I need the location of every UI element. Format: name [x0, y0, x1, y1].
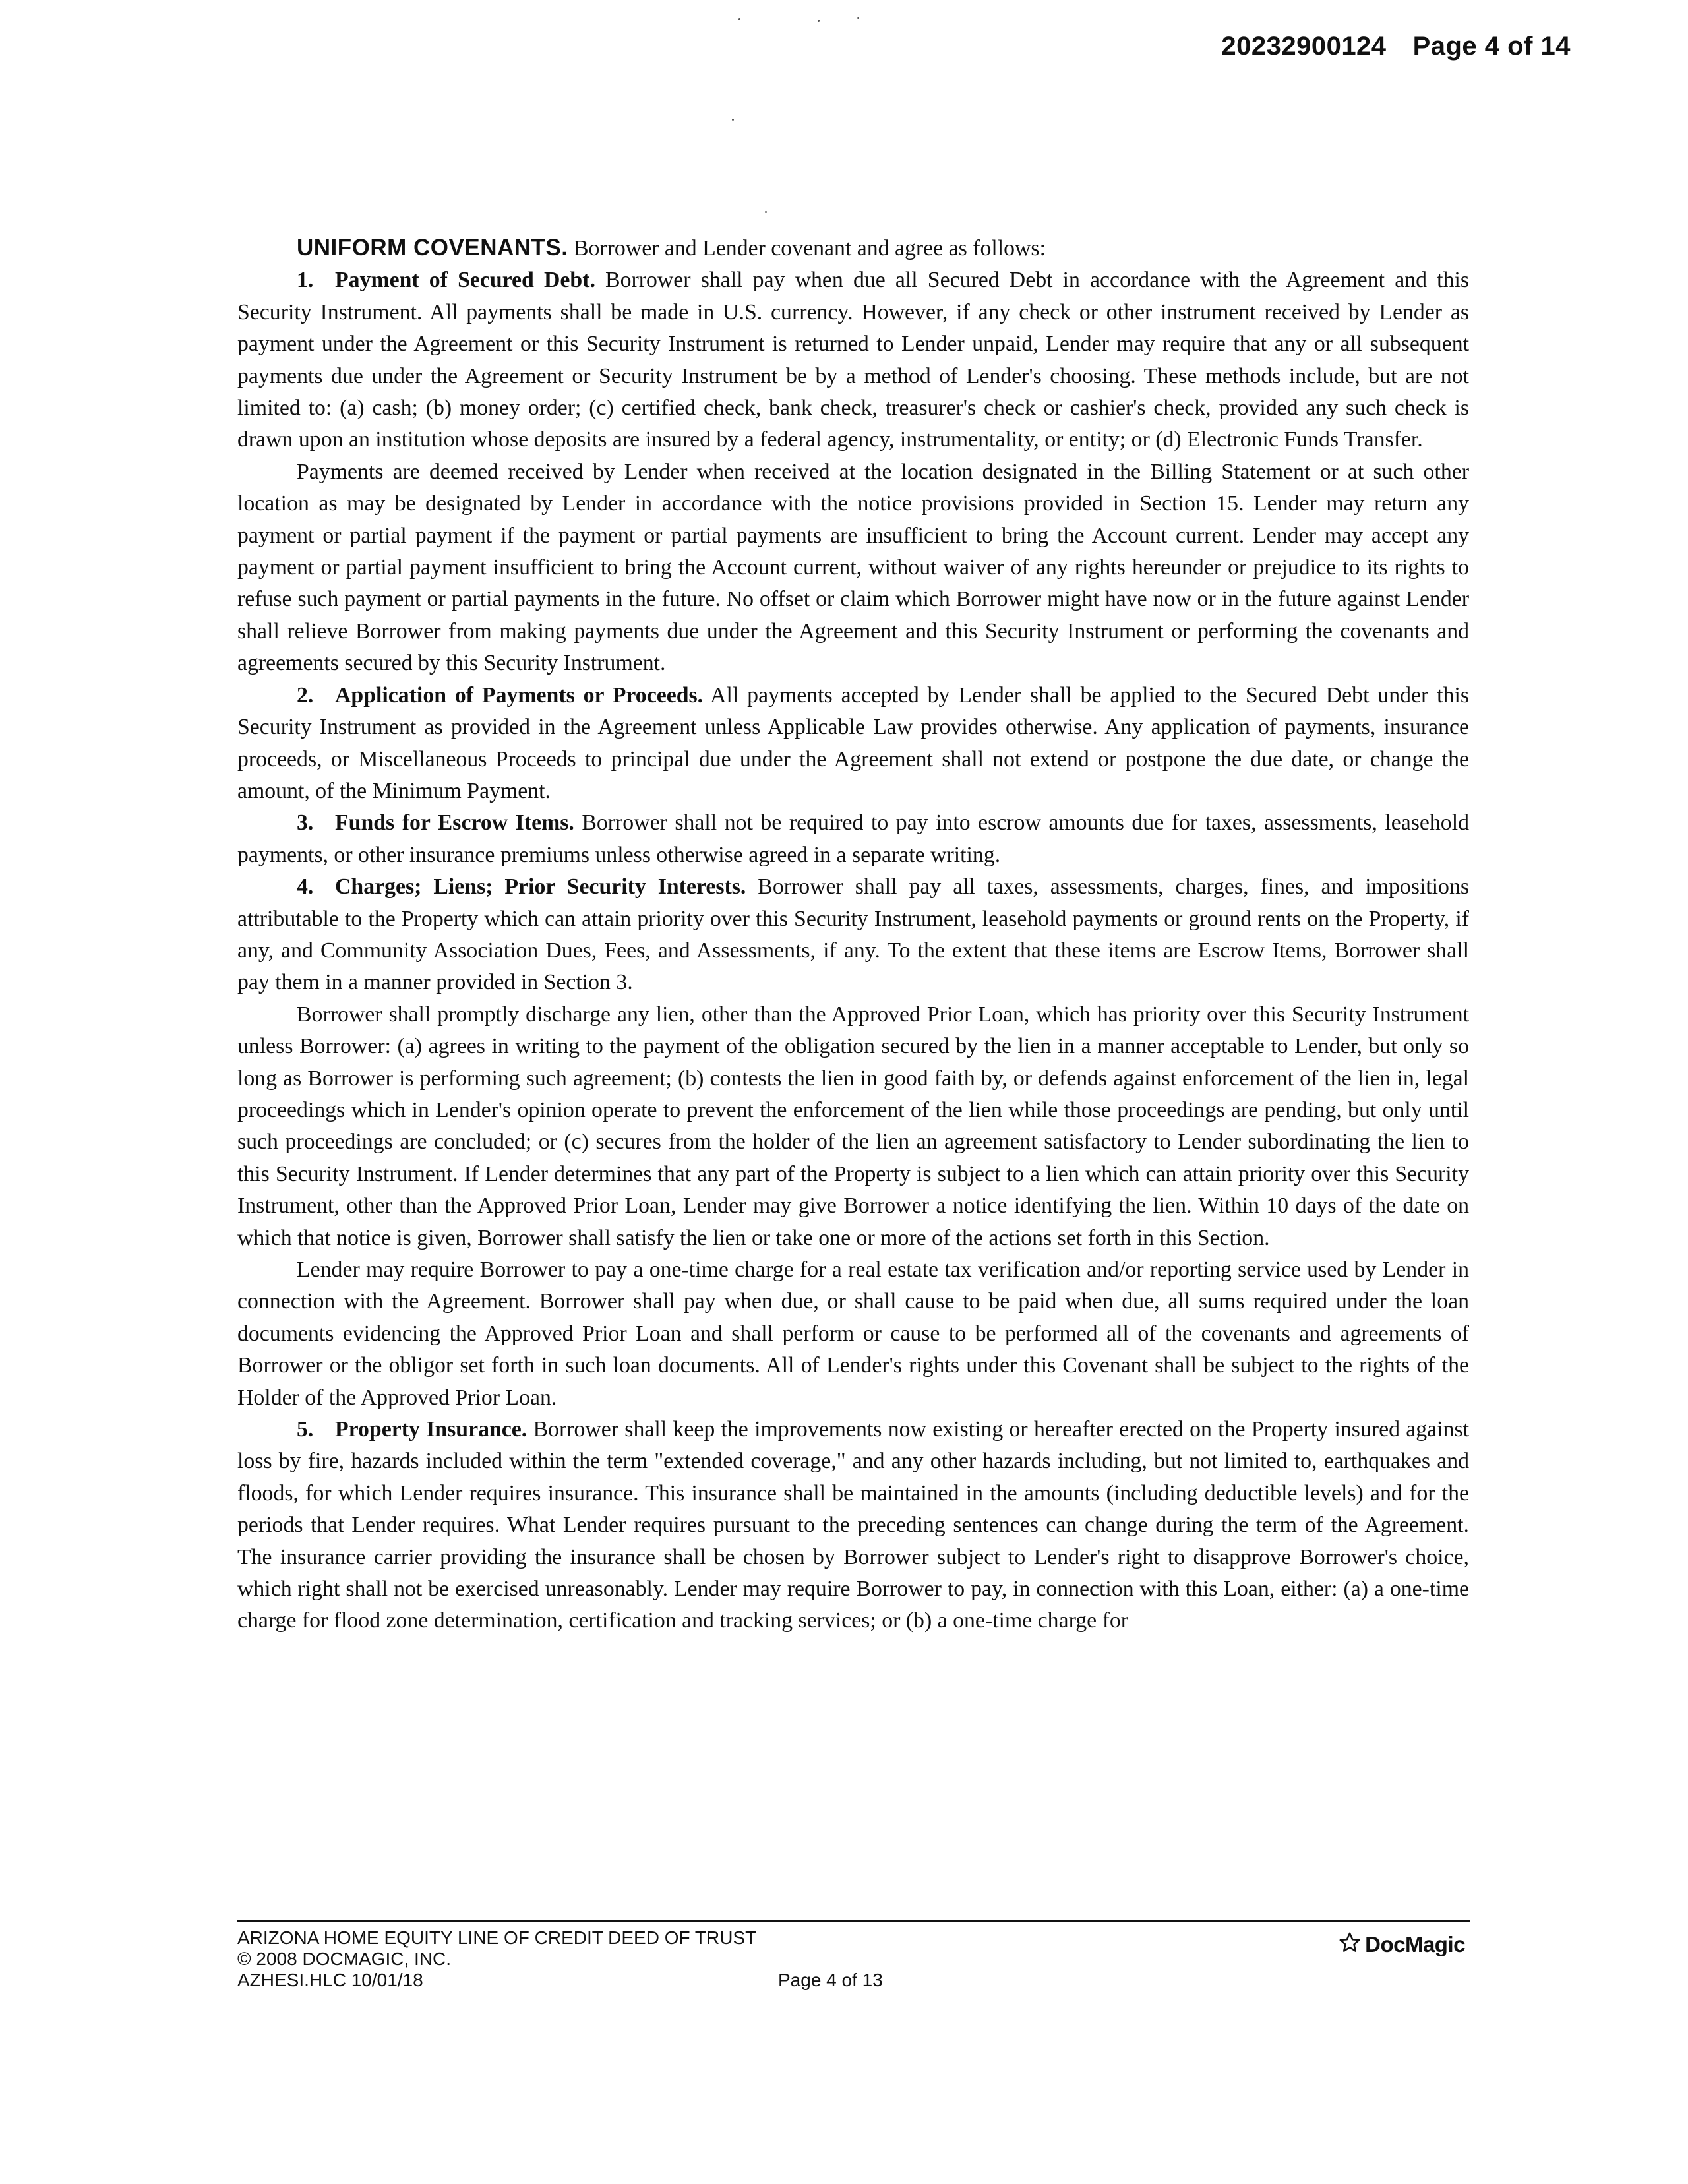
- footer-page-number: Page 4 of 13: [778, 1970, 883, 1990]
- section-4-title: Charges; Liens; Prior Security Interests.: [335, 874, 746, 899]
- recording-header: [1221, 32, 1571, 61]
- scan-speck: [857, 17, 859, 19]
- section-1-title: Payment of Secured Debt.: [335, 268, 595, 293]
- section-3-text: Borrower shall not be required to pay into escrow amounts due for taxes, assessments, leasehold payments, or other insurance premiums unless otherwise agreed in a separate writing.: [237, 810, 1469, 867]
- section-5-title: Property Insurance.: [335, 1417, 528, 1442]
- footer-form-title: ARIZONA HOME EQUITY LINE OF CREDIT DEED OF TRUST: [237, 1927, 757, 1948]
- section-3-title: Funds for Escrow Items.: [335, 810, 574, 835]
- scan-speck: [818, 20, 820, 22]
- document-body: [237, 232, 1469, 1637]
- section-5-paragraph: [237, 1414, 1469, 1637]
- scan-speck: [738, 18, 740, 20]
- section-2-number: 2.: [297, 682, 314, 708]
- docmagic-logo: [1339, 1931, 1465, 1957]
- section-2-paragraph: [237, 680, 1469, 808]
- section-heading: UNIFORM COVENANTS.: [297, 235, 568, 260]
- recording-page-label: Page 4 of 14: [1412, 32, 1571, 61]
- section-2-title: Application of Payments or Proceeds.: [335, 682, 704, 708]
- section-2-text: All payments accepted by Lender shall be applied to the Secured Debt under this Security Instrument as provided in the Agreement unless Applicable Law provides otherwise. Any application of payments, insurance proceeds, or Miscellaneous Proceeds to principal due under the Agreement shall not extend or postpone the due date, or change the amount, of the Minimum Payment.: [237, 682, 1469, 803]
- section-4-paragraph: [237, 871, 1469, 999]
- footer-copyright: © 2008 DOCMAGIC, INC.: [237, 1949, 452, 1969]
- intro-paragraph: [237, 232, 1469, 264]
- section-3-number: 3.: [297, 810, 314, 835]
- page-footer: [237, 1920, 1470, 1991]
- section-4-paragraph-2: Borrower shall promptly discharge any lien, other than the Approved Prior Loan, which has priority over this Security Instrument unless Borrower: (a) agrees in writing to the payment of the obligation secured by the lien in a manner acceptable to Lender, but only so long as Borrower is performing such agreement; (b) contests the lien in good faith by, or defends against enforcement of the lien in, legal proceedings which in Lender's opinion operate to prevent the enforcement of the lien while those proceedings are pending, but only until such proceedings are concluded; or (c) secures from the holder of the lien an agreement satisfactory to Lender subordinating the lien to this Security Instrument. If Lender determines that any part of the Property is subject to a lien which can attain priority over this Security Instrument, other than the Approved Prior Loan, Lender may give Borrower a notice identifying the lien. Within 10 days of the date on which that notice is given, Borrower shall satisfy the lien or take one or more of the actions set forth in this Section.: [237, 1002, 1469, 1250]
- section-5-text: Borrower shall keep the improvements now existing or hereafter erected on the Property insured against loss by fire, hazards included within the term "extended coverage," and any other hazards including, but not limited to, earthquakes and floods, for which Lender requires insurance. This insurance shall be maintained in the amounts (including deductible levels) and for the periods that Lender requires. What Lender requires pursuant to the preceding sentences can change during the term of the Agreement. The insurance carrier providing the insurance shall be chosen by Borrower subject to Lender's right to disapprove Borrower's choice, which right shall not be exercised unreasonably. Lender may require Borrower to pay, in connection with this Loan, either: (a) a one-time charge for flood zone determination, certification and tracking services; or (b) a one-time charge for: [237, 1417, 1469, 1633]
- section-3-paragraph: [237, 807, 1469, 871]
- section-4-number: 4.: [297, 874, 314, 899]
- section-1-paragraph-2: Payments are deemed received by Lender when received at the location designated in the Billing Statement or at such other location as may be designated by Lender in accordance with the notice provisions provided in Section 15. Lender may return any payment or partial payment if the payment or partial payments are insufficient to bring the Account current. Lender may accept any payment or partial payment insufficient to bring the Account current, without waiver of any rights hereunder or prejudice to its rights to refuse such payment or partial payments in the future. No offset or claim which Borrower might have now or in the future against Lender shall relieve Borrower from making payments due under the Agreement and this Security Instrument or performing the covenants and agreements secured by this Security Instrument.: [237, 459, 1469, 676]
- intro-text: Borrower and Lender covenant and agree as follows:: [568, 236, 1046, 260]
- section-5-number: 5.: [297, 1417, 314, 1442]
- scan-speck: [732, 119, 734, 121]
- star-icon: [1339, 1931, 1365, 1957]
- section-1-paragraph: [237, 264, 1469, 456]
- docmagic-logo-text: DocMagic: [1365, 1931, 1465, 1957]
- section-1-text: Borrower shall pay when due all Secured Debt in accordance with the Agreement and this Security Instrument. All payments shall be made in U.S. currency. However, if any check or other instrument received by Lender as payment under the Agreement or this Security Instrument is returned to Lender unpaid, Lender may require that any or all subsequent payments due under the Agreement or Security Instrument be by a method of Lender's choosing. These methods include, but are not limited to: (a) cash; (b) money order; (c) certified check, bank check, treasurer's check or cashier's check, provided any such check is drawn upon an institution whose deposits are insured by a federal agency, instrumentality, or entity; or (d) Electronic Funds Transfer.: [237, 268, 1469, 452]
- section-4-paragraph-3: Lender may require Borrower to pay a one-time charge for a real estate tax verification and/or reporting service used by Lender in connection with the Agreement. Borrower shall pay when due, or shall cause to be paid when due, all sums required under the loan documents evidencing the Approved Prior Loan and shall perform or cause to be performed all of the covenants and agreements of Borrower or the obligor set forth in such loan documents. All of Lender's rights under this Covenant shall be subject to the rights of the Holder of the Approved Prior Loan.: [237, 1258, 1469, 1410]
- section-1-number: 1.: [297, 268, 314, 293]
- recording-number: 20232900124: [1221, 32, 1387, 61]
- footer-form-code: AZHESI.HLC 10/01/18: [237, 1970, 423, 1990]
- section-4-text: Borrower shall pay all taxes, assessments, charges, fines, and impositions attributable to the Property which can attain priority over this Security Instrument, leasehold payments or ground rents on the Property, if any, and Community Association Dues, Fees, and Assessments, if any. To the extent that these items are Escrow Items, Borrower shall pay them in a manner provided in Section 3.: [237, 874, 1470, 995]
- scan-speck: [765, 211, 767, 213]
